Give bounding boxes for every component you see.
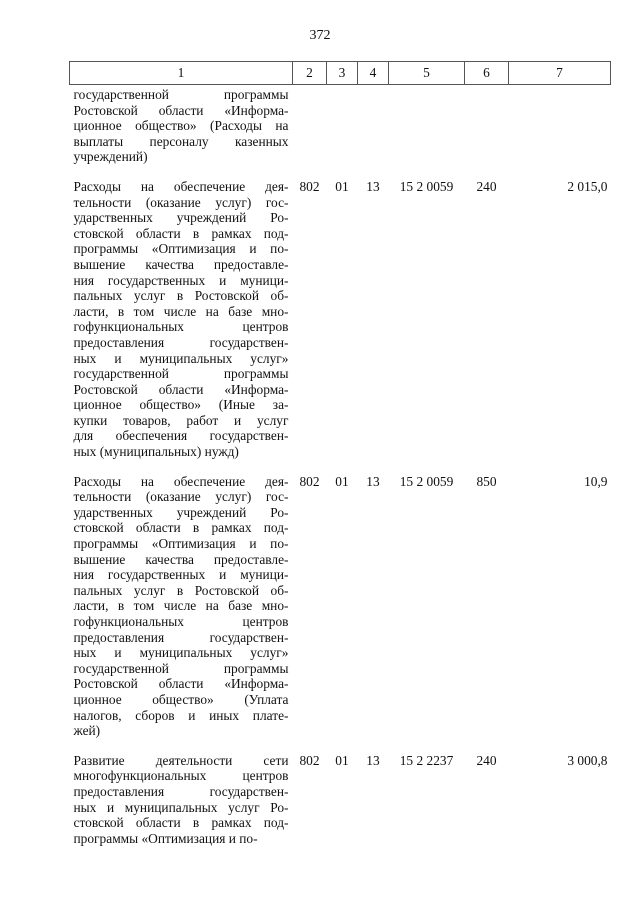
description-line: тельности (оказание услуг) гос- [73, 194, 289, 210]
description-line: предоставления государствен- [73, 629, 289, 645]
subsection-code: 13 [366, 473, 380, 489]
section-code: 01 [335, 752, 349, 768]
header-col-7: 7 [509, 62, 611, 85]
description-line: купки товаров, работ и услуг [73, 412, 289, 428]
description-line: предоставления государствен- [73, 334, 289, 350]
description-line: ных и муниципальных услуг» [73, 645, 289, 661]
description-line: ционное общество» (Уплата [73, 691, 289, 707]
description-line: Развитие деятельности сети [73, 752, 289, 768]
target-article-code: 15 2 0059 [399, 178, 454, 194]
description-line: ционное общество» (Иные за- [73, 397, 289, 413]
row-description [70, 739, 293, 847]
description-line: ударственных учреждений Ро- [73, 210, 289, 226]
ministry-code: 802 [299, 178, 320, 194]
header-col-2: 2 [293, 62, 327, 85]
description-line: программы «Оптимизация и по- [73, 241, 289, 257]
ministry-code: 802 [299, 752, 320, 768]
section-code: 01 [335, 178, 349, 194]
description-line: программы «Оптимизация и по- [73, 536, 289, 552]
header-col-4: 4 [358, 62, 389, 85]
header-col-5: 5 [389, 62, 465, 85]
header-col-6: 6 [465, 62, 509, 85]
target-article-code: 15 2 2237 [399, 752, 454, 768]
description-line: жей) [73, 723, 101, 739]
target-article-code: 15 2 0059 [399, 473, 454, 489]
description-line: ных (муниципальных) нужд) [73, 444, 239, 460]
expense-type-code: 240 [476, 752, 497, 768]
expense-type-code [465, 85, 509, 165]
expense-type-code: 850 [476, 473, 497, 489]
description-line: учреждений) [73, 149, 148, 165]
table-row [70, 739, 611, 847]
section-code: 01 [335, 473, 349, 489]
header-col-3: 3 [327, 62, 358, 85]
description-line: Ростовской области «Информа- [73, 381, 289, 397]
description-line: пальных услуг в Ростовской об- [73, 288, 289, 304]
description-line: Расходы на обеспечение дея- [73, 473, 289, 489]
amount-value: 10,9 [584, 473, 608, 489]
description-line: гофункциональных центров [73, 614, 289, 629]
description-line: вышение качества предоставле- [73, 256, 289, 272]
row-description [70, 460, 293, 739]
budget-table [69, 61, 611, 846]
description-line: программы «Оптимизация и по- [73, 830, 258, 846]
row-description [70, 165, 293, 460]
description-line: тельности (оказание услуг) гос- [73, 489, 289, 505]
description-line: ударственных учреждений Ро- [73, 504, 289, 520]
description-line: ласти, в том числе на базе мно- [73, 303, 289, 319]
header-row [70, 62, 611, 85]
page-number: 372 [309, 28, 331, 43]
description-line: пальных услуг в Ростовской об- [73, 582, 289, 598]
description-line: Ростовской области «Информа- [73, 102, 289, 118]
description-line: налогов, сборов и иных плате- [73, 707, 289, 723]
description-line: для обеспечения государствен- [73, 428, 289, 444]
header-col-1: 1 [70, 62, 293, 85]
description-line: предоставления государствен- [73, 783, 289, 799]
description-line: стовской области в рамках под- [73, 225, 289, 241]
row-description [70, 85, 293, 165]
amount-value: 3 000,8 [567, 752, 608, 768]
description-line: Ростовской области «Информа- [73, 676, 289, 692]
description-line: стовской области в рамках под- [73, 520, 289, 536]
amount-value [509, 85, 611, 165]
table-row [70, 85, 611, 165]
description-line: ния государственных и муници- [73, 567, 289, 583]
description-line: стовской области в рамках под- [73, 815, 289, 831]
description-line: многофункциональных центров [73, 768, 289, 784]
description-line: ных и муниципальных услуг Ро- [73, 799, 289, 815]
description-line: выплаты персоналу казенных [73, 133, 289, 149]
table-row [70, 165, 611, 460]
ministry-code: 802 [299, 473, 320, 489]
subsection-code: 13 [366, 752, 380, 768]
subsection-code: 13 [366, 178, 380, 194]
expense-type-code: 240 [476, 178, 497, 194]
description-line: гофункциональных центров [73, 319, 289, 335]
ministry-code [293, 85, 327, 165]
description-line: государственной программы [73, 660, 289, 676]
description-line: Расходы на обеспечение дея- [73, 178, 289, 194]
description-line: ласти, в том числе на базе мно- [73, 598, 289, 614]
description-line: вышение качества предоставле- [73, 551, 289, 567]
description-line: государственной программы [73, 87, 289, 102]
description-line: государственной программы [73, 366, 289, 382]
subsection-code [358, 85, 389, 165]
description-line: ционное общество» (Расходы на [73, 118, 289, 134]
amount-value: 2 015,0 [567, 178, 608, 194]
section-code [327, 85, 358, 165]
target-article-code [389, 85, 465, 165]
description-line: ния государственных и муници- [73, 272, 289, 288]
description-line: ных и муниципальных услуг» [73, 350, 289, 366]
table-row [70, 460, 611, 739]
